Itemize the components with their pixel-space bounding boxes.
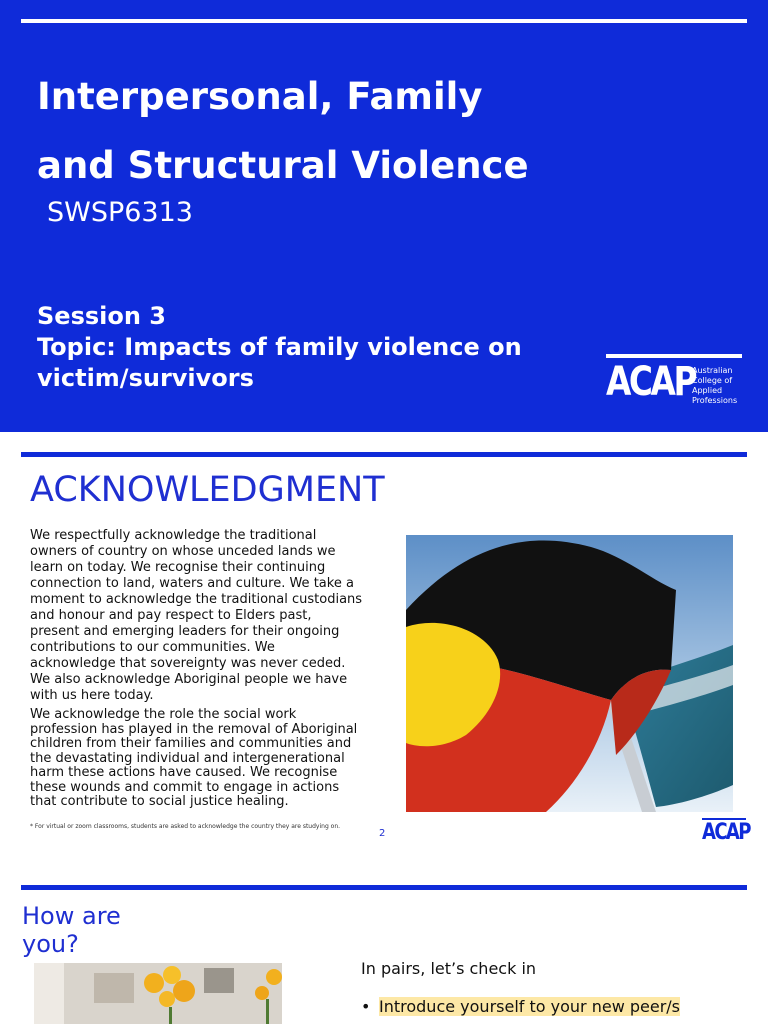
- flower: [266, 969, 282, 985]
- text-line: harm these actions have caused. We recognise: [30, 765, 338, 780]
- acknowledgment-slide: [0, 432, 768, 864]
- slide-title: [37, 62, 657, 200]
- acap-logo: [606, 354, 746, 406]
- top-rule: [21, 452, 747, 457]
- flower: [159, 991, 175, 1007]
- slide-heading: [22, 902, 162, 958]
- flower-stem: [169, 1007, 172, 1024]
- logo-subtitle: [692, 366, 752, 406]
- text-line: the devastating individual and intergenerational: [30, 750, 345, 766]
- top-rule: [21, 19, 747, 23]
- session-label: Session 3: [37, 302, 166, 330]
- page-number: 2: [379, 828, 386, 839]
- title-line-1: Interpersonal, Family: [37, 75, 483, 118]
- slide-heading: ACKNOWLEDGMENT: [30, 470, 385, 510]
- text-line: We respectfully acknowledge the traditional: [30, 528, 317, 543]
- topic-line-2: victim/survivors: [37, 364, 254, 392]
- flower: [163, 966, 181, 984]
- flower: [255, 986, 269, 1000]
- highlighted-bullet-text: Introduce yourself to your new peer/s: [379, 997, 681, 1016]
- text-line: We also acknowledge Aboriginal people we have: [30, 672, 348, 687]
- text-line: with us here today.: [30, 688, 154, 703]
- paragraph-2: [30, 708, 380, 810]
- logo-wordmark: ACAP: [606, 359, 696, 405]
- flowers-photo: [34, 963, 282, 1024]
- title-slide: [0, 0, 768, 432]
- text-line: contributions to our communities. We: [30, 640, 275, 655]
- text-line: and honour and pay respect to Elders past,: [30, 608, 312, 623]
- text-line: children from their families and communities and: [30, 736, 352, 751]
- bullet-marker: •: [361, 997, 371, 1016]
- paragraph-1: [30, 528, 380, 704]
- heading-line-1: How are: [22, 902, 121, 930]
- text-line: acknowledge that sovereignty was never ceded.: [30, 656, 346, 671]
- text-line: owners of country on whose unceded lands we: [30, 544, 336, 559]
- logo-sub-line: College of: [692, 376, 733, 385]
- text-line: connection to land, waters and culture. We take a: [30, 576, 354, 591]
- text-line: learn on today. We recognise their continuing: [30, 560, 326, 575]
- footnote: * For virtual or zoom classrooms, students are asked to acknowledge the country they are studying on.: [30, 823, 341, 830]
- course-code: SWSP6313: [47, 197, 193, 228]
- photo-shelf: [94, 973, 134, 1003]
- acap-logo-small: [702, 818, 748, 848]
- logo-sub-line: Australian: [692, 366, 733, 375]
- text-line: We acknowledge the role the social work: [30, 707, 297, 722]
- top-rule: [21, 885, 747, 890]
- logo-sub-line: Professions: [692, 396, 738, 405]
- check-in-slide: [0, 864, 768, 1024]
- flower-stem: [266, 999, 269, 1024]
- flower: [144, 973, 164, 993]
- title-line-2: and Structural Violence: [37, 144, 529, 187]
- flower: [173, 980, 195, 1002]
- text-line: profession has played in the removal of Aboriginal: [30, 721, 358, 737]
- session-block: [37, 301, 597, 394]
- text-line: that contribute to social justice healing.: [30, 794, 289, 809]
- acknowledgment-text: [30, 528, 380, 810]
- bullet-item: [361, 997, 680, 1016]
- topic-line-1: Topic: Impacts of family violence on: [37, 333, 522, 361]
- aboriginal-flag-photo: [406, 535, 733, 812]
- photo-window: [34, 963, 64, 1024]
- photo-background: [34, 963, 282, 1024]
- logo-sub-line: Applied: [692, 386, 723, 395]
- text-line: these wounds and commit to engage in actions: [30, 779, 340, 795]
- photo-frame: [204, 968, 234, 993]
- heading-line-2: you?: [22, 930, 79, 958]
- text-line: present and emerging leaders for their ongoing: [30, 624, 340, 639]
- text-line: moment to acknowledge the traditional custodians: [30, 592, 363, 607]
- logo-wordmark: ACAP: [702, 820, 750, 845]
- check-in-intro: In pairs, let’s check in: [361, 959, 537, 978]
